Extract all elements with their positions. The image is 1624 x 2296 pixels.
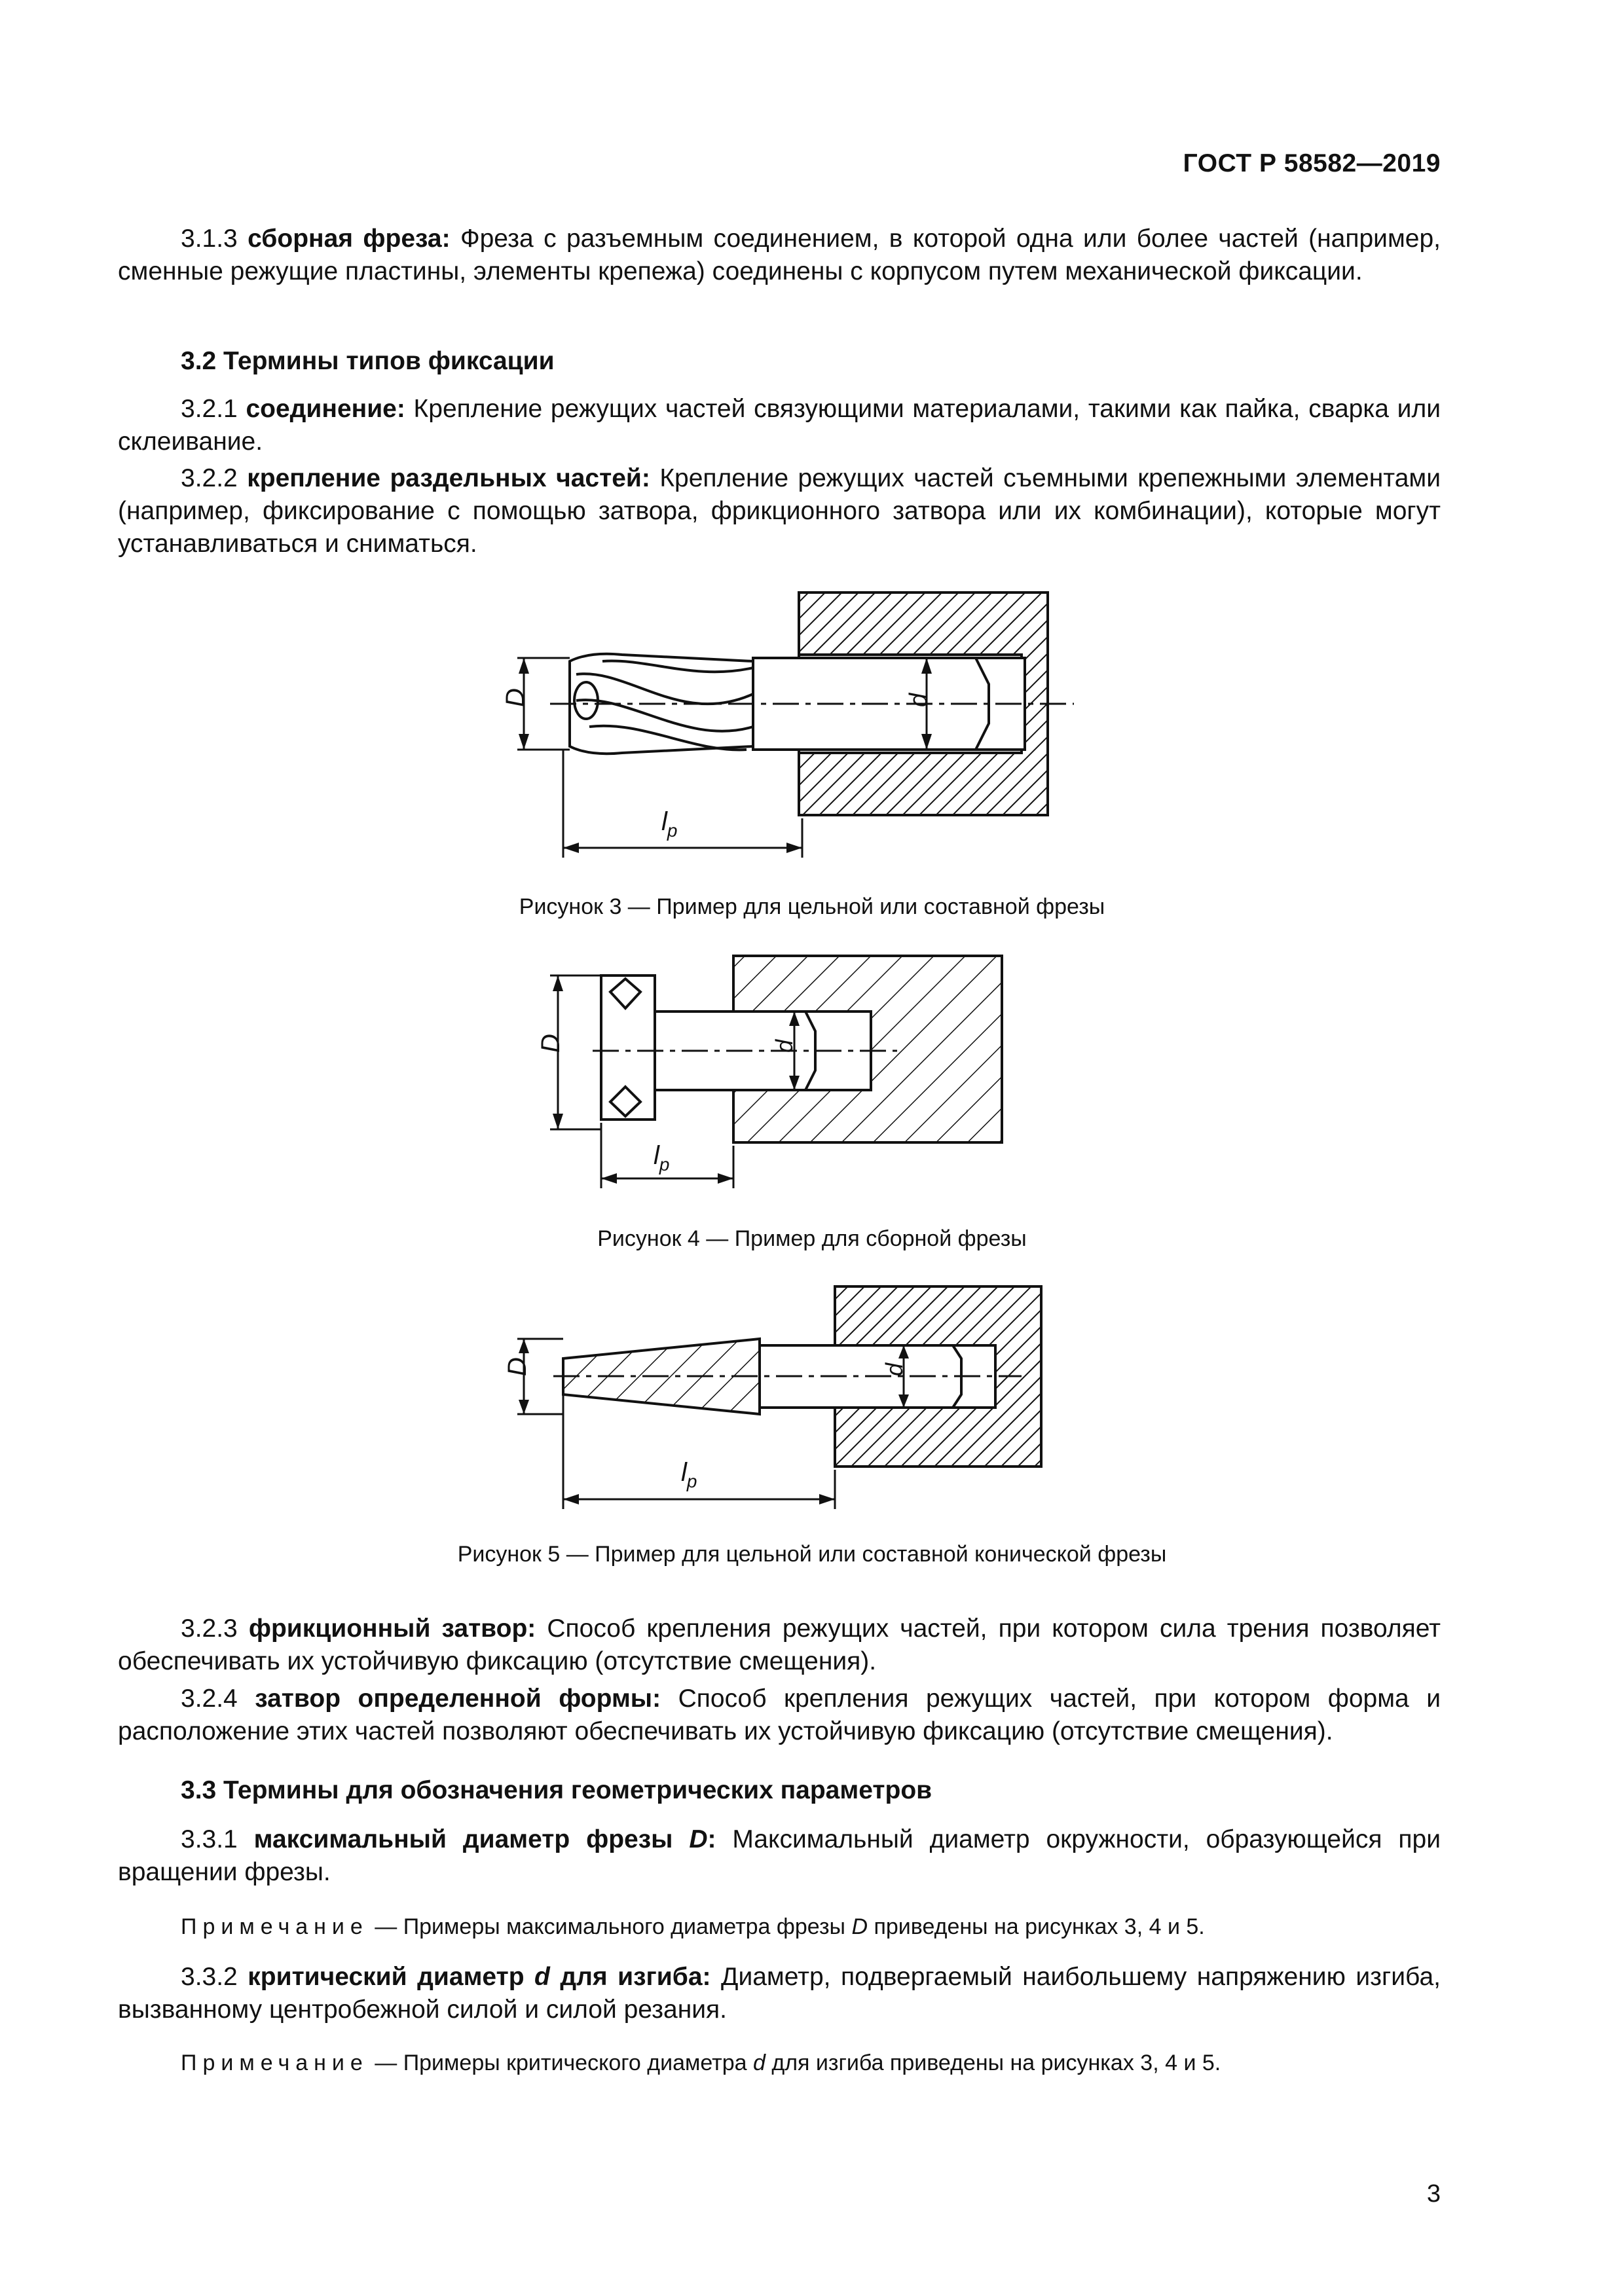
figure-3-drawing	[501, 592, 1074, 858]
definition: Максимальный диаметр окружности, образующейся при вращении фрезы.	[118, 1825, 1441, 1886]
dim-D: D	[503, 1357, 532, 1376]
section-heading-3-2: 3.2 Термины типов фиксации	[181, 347, 555, 375]
figure-5-drawing	[503, 1286, 1041, 1509]
term: фрикционный затвор:	[248, 1614, 536, 1643]
definition: Крепление режущих частей съемными крепежными элементами (например, фиксирование с помощью затвора, фрикционного затвора или их комбинации), которые могут устанавливаться и сниматься.	[118, 464, 1441, 558]
note-label: Примечание	[181, 2050, 369, 2075]
paragraph-3-2-4	[118, 1683, 1441, 1748]
figure-3-caption: Рисунок 3 — Пример для цельной или составной фрезы	[519, 894, 1105, 919]
page-number: 3	[1426, 2180, 1441, 2208]
term: сборная фреза:	[248, 225, 451, 253]
dim-d: d	[771, 1039, 798, 1053]
dim-d: d	[905, 693, 932, 707]
clause-number: 3.3.2	[181, 1963, 238, 1991]
paragraph-3-3-2	[118, 1961, 1441, 2026]
term: соединение:	[246, 395, 405, 423]
figure-5-caption: Рисунок 5 — Пример для цельной или составной конической фрезы	[457, 1542, 1167, 1567]
note-label: Примечание	[181, 1914, 369, 1939]
term: затвор определенной формы:	[255, 1685, 661, 1713]
definition: Фреза с разъемным соединением, в которой одна или более частей (например, сменные режущие пластины, элементы крепежа) соединены с корпусом путем механической фиксации.	[118, 225, 1441, 285]
paragraph-3-2-3	[118, 1613, 1441, 1678]
note-2: Примечание — Примеры критического диаметра d для изгиба приведены на рисунках 3, 4 и 5.	[181, 2050, 1221, 2075]
dim-D: D	[536, 1034, 565, 1053]
figure-4-drawing	[536, 956, 1002, 1188]
clause-number: 3.2.3	[181, 1614, 238, 1643]
document-header: ГОСТ Р 58582—2019	[1183, 149, 1441, 177]
section-heading-3-3: 3.3 Термины для обозначения геометрических параметров	[181, 1776, 932, 1804]
definition: Способ крепления режущих частей, при котором сила трения позволяет обеспечивать их устойчивую фиксацию (отсутствие смещения).	[118, 1614, 1441, 1675]
note-1: Примечание — Примеры максимального диаметра фрезы D приведены на рисунках 3, 4 и 5.	[181, 1914, 1205, 1939]
term: максимальный диаметр фрезы D:	[253, 1825, 716, 1853]
figure-4-caption: Рисунок 4 — Пример для сборной фрезы	[597, 1226, 1027, 1251]
clause-number: 3.1.3	[181, 225, 238, 253]
clause-number: 3.3.1	[181, 1825, 238, 1853]
definition: Диаметр, подвергаемый наибольшему напряжению изгиба, вызванному центробежной силой и силой резания.	[118, 1963, 1441, 2024]
clause-number: 3.2.4	[181, 1685, 238, 1713]
clause-number: 3.2.1	[181, 395, 238, 423]
definition: Способ крепления режущих частей, при котором форма и расположение этих частей позволяют обеспечивать их устойчивую фиксацию (отсутствие смещения).	[118, 1685, 1441, 1745]
term: критический диаметр d для изгиба:	[248, 1963, 711, 1991]
definition: Крепление режущих частей связующими материалами, такими как пайка, сварка или склеивание.	[118, 395, 1441, 456]
dim-l: $l_p$	[661, 807, 678, 841]
dim-l: $l_p$	[681, 1458, 697, 1491]
dim-d: d	[881, 1362, 908, 1376]
clause-number: 3.2.2	[181, 464, 238, 492]
dim-l: $l_p$	[654, 1141, 670, 1175]
paragraph-3-3-1	[118, 1823, 1441, 1889]
dim-D: D	[501, 688, 530, 707]
term: крепление раздельных частей:	[247, 464, 650, 492]
